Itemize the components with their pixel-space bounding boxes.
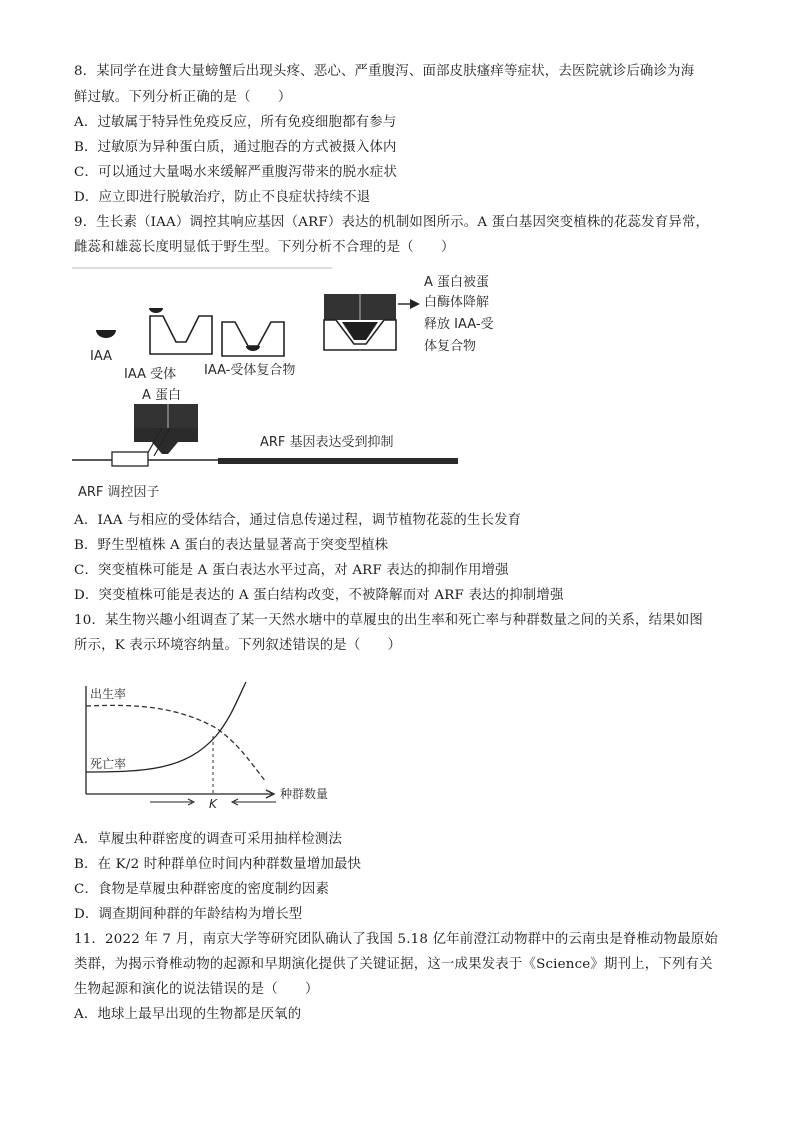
receptor-label: IAA 受体	[124, 367, 177, 382]
arf-expression-label: ARF 基因表达受到抑制	[260, 435, 394, 450]
arf-regulator-label: ARF 调控因子	[78, 485, 160, 500]
q8-option-a: A．过敏属于特异性免疫反应，所有免疫细胞都有参与	[74, 115, 397, 130]
q9-stem-line2: 雌蕊和雄蕊长度明显低于野生型。下列分析不合理的是（ ）	[74, 240, 455, 255]
birth-rate-label: 出生率	[90, 687, 127, 701]
k-label: K	[209, 797, 217, 811]
degrade-label-4: 体复合物	[424, 339, 477, 354]
birth-death-rate-chart	[76, 676, 366, 814]
arf-gene-bar	[218, 458, 458, 464]
death-rate-label: 死亡率	[90, 757, 127, 771]
q8-option-c: C．可以通过大量喝水来缓解严重腹泻带来的脱水症状	[74, 165, 398, 180]
q11-option-a: A．地球上最早出现的生物都是厌氧的	[74, 1007, 302, 1022]
q10-option-a: A．草履虫种群密度的调查可采用抽样检测法	[74, 832, 343, 847]
q10-option-b: B．在 K/2 时种群单位时间内种群数量增加最快	[74, 857, 362, 872]
x-axis-label: 种群数量	[280, 787, 329, 801]
q9-option-c: C．突变植株可能是 A 蛋白表达水平过高，对 ARF 表达的抑制作用增强	[74, 563, 509, 578]
a-protein-label: A 蛋白	[142, 388, 182, 403]
q9-option-a: A．IAA 与相应的受体结合，通过信息传递过程，调节植物花蕊的生长发育	[74, 513, 522, 528]
q9-stem-line1: 9．生长素（IAA）调控其响应基因（ARF）表达的机制如图所示。A 蛋白基因突变植株的花蕊发育异常，	[74, 215, 710, 230]
q10-option-c: C．食物是草履虫种群密度的密度制约因素	[74, 882, 330, 897]
q8-option-b: B．过敏原为异种蛋白质，通过胞吞的方式被摄入体内	[74, 140, 397, 155]
q8-option-d: D．应立即进行脱敏治疗，防止不良症状持续不退	[74, 190, 371, 205]
q10-option-d: D．调查期间种群的年龄结构为增长型	[74, 907, 303, 922]
iaa-above-receptor-shape	[149, 308, 163, 313]
q11-stem-line1: 11．2022 年 7 月，南京大学等研究团队确认了我国 5.18 亿年前澄江动物群中的云南虫是脊椎动物最原始	[74, 932, 718, 947]
q11-stem-line3: 生物起源和演化的说法错误的是（ ）	[74, 982, 319, 997]
q8-stem-line1: 8．某同学在进食大量螃蟹后出现头疼、恶心、严重腹泻、面部皮肤瘙痒等症状，去医院就诊后确诊为海	[74, 64, 695, 79]
iaa-mechanism-figure	[72, 264, 542, 504]
degrade-arrow-head	[410, 299, 420, 309]
q10-stem-line2: 所示，K 表示环境容纳量。下列叙述错误的是（ ）	[74, 638, 402, 653]
iaa-label: IAA	[90, 349, 112, 364]
arf-regulator-box	[112, 452, 148, 466]
iaa-molecule-shape	[96, 330, 116, 338]
a-protein-block-bottom	[134, 428, 198, 454]
q10-stem-line1: 10．某生物兴趣小组调查了某一天然水塘中的草履虫的出生率和死亡率与种群数量之间的关系，结果如图	[74, 613, 704, 628]
a-protein-block-top	[134, 404, 198, 428]
degrade-label-2: 白酶体降解	[424, 295, 490, 310]
q8-stem-line2: 鲜过敏。下列分析正确的是（ ）	[74, 90, 292, 105]
q9-option-d: D．突变植株可能是表达的 A 蛋白结构改变，不被降解而对 ARF 表达的抑制增强	[74, 588, 564, 603]
iaa-receptor-shape	[150, 316, 212, 354]
degrade-label-3: 释放 IAA-受	[424, 317, 494, 332]
q9-option-b: B．野生型植株 A 蛋白的表达量显著高于突变型植株	[74, 538, 389, 553]
q11-stem-line2: 类群，为揭示脊椎动物的起源和早期演化提供了关键证据，这一成果发表于《Science》期刊上，下列有关	[74, 957, 713, 972]
complex-label: IAA-受体复合物	[204, 363, 296, 378]
degrade-label-1: A 蛋白被蛋	[424, 275, 490, 290]
